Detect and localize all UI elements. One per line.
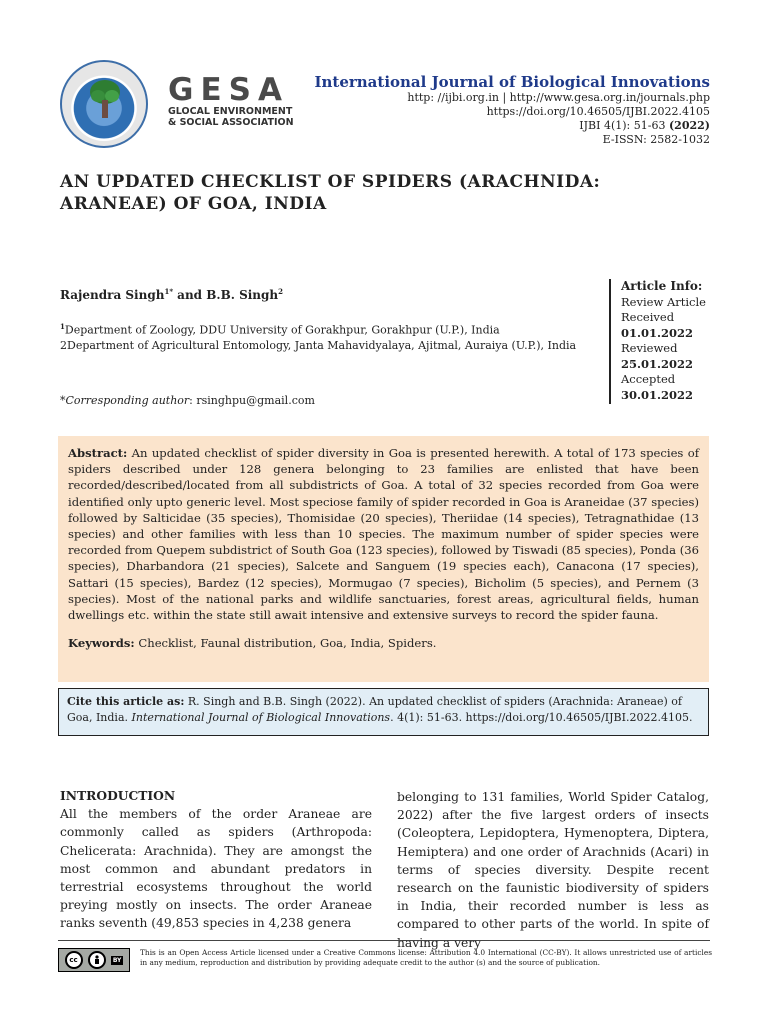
keywords-label: Keywords: (68, 636, 135, 651)
author-2-sup: 2 (278, 287, 284, 296)
keywords (68, 635, 699, 651)
journal-doi[interactable]: https://doi.org/10.46505/IJBI.2022.4105 (486, 105, 710, 118)
license-text: This is an Open Access Article licensed under a Creative Commons license: Attribution 4.0 International (CC-BY). It allows unrestricted use of articles in any medium, reproduction and distribution by providing adequate credit to the author (s) and the source of publication. (140, 948, 712, 967)
abstract-text: An updated checklist of spider diversity in Goa is presented herewith. A total of 173 species of spiders described under 128 genera belonging to 23 families are enlisted that have been recorded/described/located from all subdistricts of Goa. A total of 32 species recorded from Goa were identified only upto generic level. Most speciose family of spider recorded in Goa is Araneidae (37 species) followed by Salticidae (35 species), Thomisidae (20 species), Theriidae (14 species), Tetragnathidae (13 species) and other families with less than 10 species. The maximum number of spider species were recorded from Quepem subdistrict of South Goa (123 species), followed by Tiswadi (85 species), Ponda (36 species), Dharbandora (21 species), Salcete and Sanguem (19 species each), Canacona (17 species), Sattari (15 species), Bardez (12 species), Mormugao (7 species), Bicholim (5 species), and Pernem (3 species). Most of the national parks and wildlife sanctuaries, forest areas, agricultural fields, human dwellings etc. within the state still await intensive and extensive surveys to record the spider fauna. (68, 446, 699, 623)
article-type: Review Article (621, 294, 706, 309)
abstract-paragraph (68, 445, 699, 623)
body-column-left (60, 787, 372, 933)
org-full-name (168, 106, 294, 128)
affiliation-1 (60, 319, 600, 338)
attribution-person-icon (88, 951, 106, 969)
org-line-2: & SOCIAL ASSOCIATION (168, 117, 294, 128)
tree-icon (88, 78, 122, 120)
corresponding-author (60, 394, 315, 407)
journal-volume (290, 119, 710, 133)
body-column-right (397, 788, 709, 952)
author-1: Rajendra Singh (60, 288, 165, 302)
affiliation-2: 2Department of Agricultural Entomology, Janta Mahavidyalaya, Ajitmal, Auraiya (U.P.), India (60, 338, 577, 352)
received-label: Received (621, 310, 675, 324)
journal-header (290, 73, 710, 147)
article-info-box (609, 279, 719, 404)
cc-by-license-badge[interactable] (58, 948, 130, 972)
footer-divider (58, 940, 710, 941)
journal-title: International Journal of Biological Innovations (314, 73, 710, 91)
affiliation-1-sup: 1 (60, 322, 65, 331)
org-short-name: GESA (168, 72, 289, 108)
introduction-heading: INTRODUCTION (60, 788, 176, 803)
abstract-box (58, 436, 709, 682)
volume-pages: IJBI 4(1): 51-63 (579, 119, 666, 132)
article-info-heading: Article Info: (621, 279, 703, 293)
introduction-text-right: belonging to 131 families, World Spider Catalog, 2022) after the five largest orders of insects (Coleoptera, Lepidoptera, Hymenoptera, Diptera, Hemiptera) and one order of Arachnids (Acari) in terms of species diversity. Despite recent research on the faunistic biodiversity of spiders in India, their recorded number is less as compared to other parts of the world. In spite of having a very (397, 790, 709, 950)
cc-by-label: BY (112, 956, 122, 964)
creative-commons-icon: cc (65, 951, 83, 969)
author-1-sup: 1* (164, 287, 173, 296)
journal-eissn: E-ISSN: 2582-1032 (602, 133, 710, 146)
affiliation-1-text: Department of Zoology, DDU University of Gorakhpur, Gorakhpur (U.P.), India (64, 323, 500, 337)
author-line (60, 287, 283, 302)
citation-text: R. Singh and B.B. Singh (2022). An updated checklist of spiders (Arachnida: Araneae) of Goa, India. (67, 695, 682, 724)
introduction-text-left: All the members of the order Araneae are commonly called as spiders (Arthropoda: Chelicerata: Arachnida). They are amongst the most common and abundant predators in terrestrial ecosystems throughout the world preying mostly on insects. The order Araneae ranks seventh (49,853 species in 4,238 genera (60, 807, 372, 931)
accepted-date: 30.01.2022 (621, 387, 694, 402)
corresp-email[interactable]: : rsinghpu@gmail.com (189, 394, 315, 407)
abstract-label: Abstract: (68, 446, 128, 460)
accepted-label: Accepted (621, 372, 676, 386)
citation-journal: International Journal of Biological Innovations (131, 711, 391, 724)
keywords-text: Checklist, Faunal distribution, Goa, India, Spiders. (134, 636, 437, 651)
citation-label: Cite this article as: (67, 695, 185, 708)
received-date: 01.01.2022 (621, 325, 694, 340)
citation-box (58, 688, 709, 736)
paper-title: AN UPDATED CHECKLIST OF SPIDERS (ARACHNIDA: ARANEAE) OF GOA, INDIA (60, 172, 601, 214)
citation-doi[interactable]: . 4(1): 51-63. https://doi.org/10.46505/IJBI.2022.4105. (390, 711, 693, 724)
org-line-1: GLOCAL ENVIRONMENT (168, 106, 293, 117)
affiliations (60, 319, 600, 353)
volume-year: (2022) (668, 119, 710, 132)
corresp-label: *Corresponding author (60, 394, 190, 407)
reviewed-label: Reviewed (621, 341, 678, 355)
author-2: and B.B. Singh (173, 288, 279, 302)
reviewed-date: 25.01.2022 (621, 356, 694, 371)
journal-urls[interactable]: http: //ijbi.org.in | http://www.gesa.org.in/journals.php (407, 91, 710, 104)
